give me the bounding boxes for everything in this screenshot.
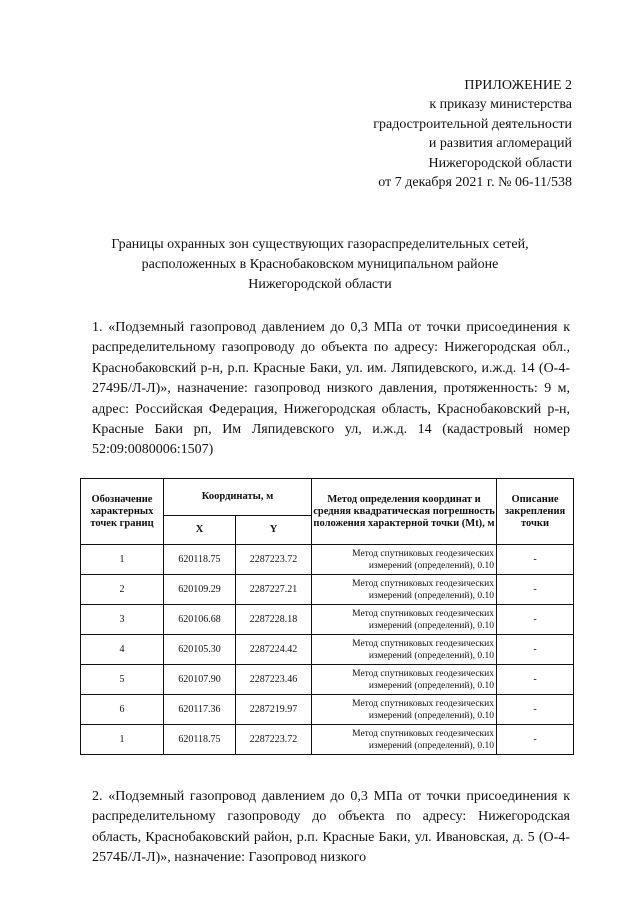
cell-x: 620109.29 [164,575,236,605]
document-title [80,235,560,295]
header-x: X [164,516,236,545]
table-row [81,605,574,635]
cell-x: 620105.30 [164,635,236,665]
cell-desc: - [497,635,574,665]
paragraph-2: 2. «Подземный газопровод давлением до 0,3 МПа от точки присоединения к распределительному газопроводу до объекта по адресу: Нижегородская область, Краснобаковский район, р.п. Красные Баки, ул. Ивановская, д. 5 (О-4-2574Б/Л-Л)», назначение: Газопровод низкого [92,789,570,866]
cell-point: 5 [81,665,164,695]
cell-method: Метод спутниковых геодезических измерений (определений), 0.10 [312,575,497,605]
cell-y: 2287224.42 [236,635,312,665]
cell-desc: - [497,695,574,725]
cell-method: Метод спутниковых геодезических измерений (определений), 0.10 [312,545,497,575]
cell-point: 3 [81,605,164,635]
cell-y: 2287223.46 [236,665,312,695]
appendix-line: Нижегородской области [428,155,572,171]
coordinates-table [80,478,574,755]
title-line: Нижегородской области [248,277,392,292]
table-row [81,635,574,665]
appendix-line: от 7 декабря 2021 г. № 06-11/538 [378,175,572,191]
appendix-line: к приказу министерства [429,97,572,113]
cell-point: 1 [81,725,164,755]
appendix-line: градостроительной деятельности [373,116,572,132]
header-y: Y [236,516,312,545]
cell-method: Метод спутниковых геодезических измерений (определений), 0.10 [312,605,497,635]
header-description: Описание закрепления точки [497,479,574,545]
header-point: Обозначение характерных точек границ [81,479,164,545]
cell-desc: - [497,665,574,695]
cell-point: 6 [81,695,164,725]
cell-point: 1 [81,545,164,575]
cell-x: 620106.68 [164,605,236,635]
cell-method: Метод спутниковых геодезических измерений (определений), 0.10 [312,665,497,695]
cell-x: 620107.90 [164,665,236,695]
table-row [81,575,574,605]
title-line: Границы охранных зон существующих газораспределительных сетей, [111,237,529,252]
cell-point: 4 [81,635,164,665]
cell-y: 2287223.72 [236,725,312,755]
title-line: расположенных в Краснобаковском муниципальном районе [141,257,499,272]
appendix-block [373,76,572,192]
cell-desc: - [497,725,574,755]
cell-desc: - [497,605,574,635]
table-row [81,695,574,725]
cell-desc: - [497,545,574,575]
cell-point: 2 [81,575,164,605]
cell-x: 620118.75 [164,725,236,755]
table-row [81,725,574,755]
cell-y: 2287219.97 [236,695,312,725]
cell-x: 620118.75 [164,545,236,575]
table-row [81,545,574,575]
header-method: Метод определения координат и средняя квадратическая погрешность положения характерной точки (Mt), м [312,479,497,545]
cell-method: Метод спутниковых геодезических измерений (определений), 0.10 [312,635,497,665]
appendix-line: ПРИЛОЖЕНИЕ 2 [464,78,572,93]
cell-y: 2287223.72 [236,545,312,575]
cell-y: 2287227.21 [236,575,312,605]
cell-desc: - [497,575,574,605]
cell-x: 620117.36 [164,695,236,725]
cell-method: Метод спутниковых геодезических измерений (определений), 0.10 [312,695,497,725]
header-coords: Координаты, м [164,479,312,516]
cell-y: 2287228.18 [236,605,312,635]
table-row [81,665,574,695]
paragraph-1: 1. «Подземный газопровод давлением до 0,3 МПа от точки присоединения к распределительному газопроводу до объекта по адресу: Нижегородская обл., Краснобаковский р-н, р.п. Красные Баки, ул. им. Ляпидевского, и.ж.д. 14 (О-4-2749Б/Л-Л)», назначение: газопровод низкого давления, протяженность: 9 м, адрес: Российская Федерация, Нижегородская область, Краснобаковский р-н, Красные Баки рп, Им Ляпидевского ул, и.ж.д. 14 (кадастровый номер 52:09:0080006:1507) [92,320,570,458]
cell-method: Метод спутниковых геодезических измерений (определений), 0.10 [312,725,497,755]
appendix-line: и развития агломераций [428,136,572,152]
